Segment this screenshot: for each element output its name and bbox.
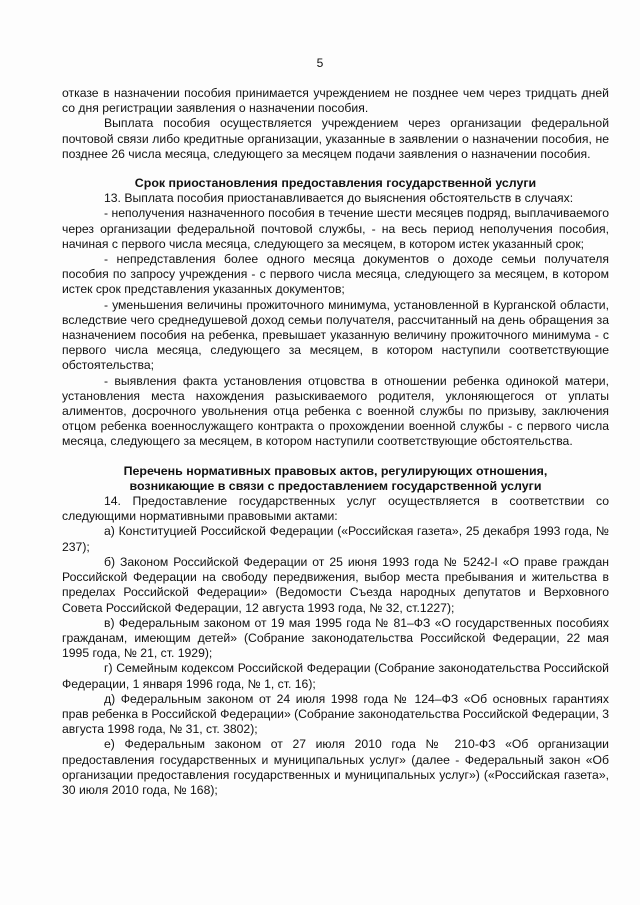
paragraph-continuation: отказе в назначении пособия принимается учреждением не позднее чем через тридцать дней со дня регистрации заявления о назначении пособия. xyxy=(62,86,609,116)
page-content xyxy=(62,86,609,798)
page-number: 5 xyxy=(316,56,324,70)
paragraph-payment: Выплата пособия осуществляется учреждением через организации федеральной почтовой связи либо кредитные организации, указанные в заявлении о назначении пособия, не позднее 26 числа месяца, следующего за месяцем подачи заявления о назначении пособия. xyxy=(62,116,609,161)
list-item-suspension-1: - неполучения назначенного пособия в течение шести месяцев подряд, выплачиваемого через организации федеральной почтовой службы, - на весь период неполучения пособия, начиная с первого числа месяца, следующего за месяцем, в котором истек указанный срок; xyxy=(62,206,609,251)
paragraph-14: 14. Предоставление государственных услуг осуществляется в соответствии со следующими нормативными правовыми актами: xyxy=(62,494,609,524)
legal-act-d: д) Федеральным законом от 24 июля 1998 года № 124–ФЗ «Об основных гарантиях прав ребенка в Российской Федерации» (Собрание законодательства Российской Федерации, 3 августа 1998 года, № 31, ст. 3802); xyxy=(62,691,609,737)
section-title-suspension: Срок приостановления предоставления государственной услуги xyxy=(134,176,537,191)
section-title-line-2: возникающие в связи с предоставлением государственной услуги xyxy=(129,478,542,493)
legal-act-e: е) Федеральным законом от 27 июля 2010 года № 210-ФЗ «Об организации предоставления государственных и муниципальных услуг» (далее - Федеральный закон «Об организации предоставления государственных и муниципальных услуг») («Российская газета», 30 июля 2010 года, № 168); xyxy=(62,737,609,797)
list-item-suspension-2: - непредставления более одного месяца документов о доходе семьи получателя пособия по запросу учреждения - с первого числа месяца, следующего за месяцем, в котором истек срок представления указанных документов; xyxy=(62,252,609,297)
section-title-line-1: Перечень нормативных правовых актов, регулирующих отношения, xyxy=(123,463,548,478)
paragraph-13: 13. Выплата пособия приостанавливается до выяснения обстоятельств в случаях: xyxy=(104,191,574,206)
legal-act-v: в) Федеральным законом от 19 мая 1995 года № 81–ФЗ «О государственных пособиях гражданам, имеющим детей» (Собрание законодательства Российской Федерации, 22 мая 1995 года, № 21, ст. 1929); xyxy=(62,615,609,661)
legal-act-b: б) Законом Российской Федерации от 25 июня 1993 года № 5242-I «О праве граждан Российской Федерации на свободу передвижения, выбор места пребывания и жительства в пределах Российской Федерации» (Ведомости Съезда народных депутатов и Верховного Совета Российской Федерации, 12 августа 1993 года, № 32, ст.1227); xyxy=(62,554,609,615)
section-title-legal-acts xyxy=(62,464,609,494)
list-item-suspension-3: - уменьшения величины прожиточного минимума, установленной в Курганской области, вследствие чего среднедушевой доход семьи получателя, рассчитанный на день обращения за назначением пособия на ребенка, превышает указанную величину прожиточного минимума - с первого числа месяца, следующего за месяцем, в котором наступили соответствующие обстоятельства; xyxy=(62,297,609,373)
legal-act-a: а) Конституцией Российской Федерации («Российская газета», 25 декабря 1993 года, № 237); xyxy=(62,524,609,554)
list-item-suspension-4: - выявления факта установления отцовства в отношении ребенка одинокой матери, установления места нахождения разыскиваемого родителя, уклоняющегося от уплаты алиментов, досрочного увольнения отца ребенка с военной службы по призыву, заключения отцом ребенка военнослужащего контракта о прохождении военной службы - с первого числа месяца, следующего за месяцем, в котором наступили соответствующие обстоятельства. xyxy=(62,373,609,449)
legal-act-g: г) Семейным кодексом Российской Федерации (Собрание законодательства Российской Федерации, 1 января 1996 года, № 1, ст. 16); xyxy=(62,661,609,691)
